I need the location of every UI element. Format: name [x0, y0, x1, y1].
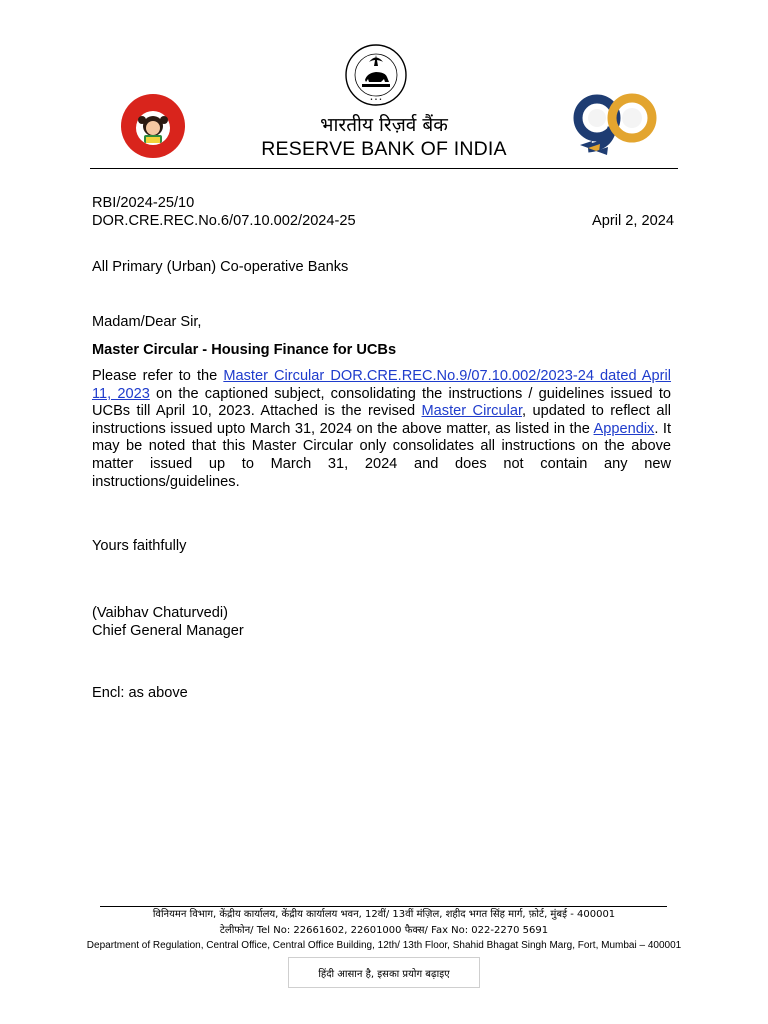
letter-date: April 2, 2024: [592, 213, 674, 229]
addressee: All Primary (Urban) Co-operative Banks: [92, 259, 349, 275]
subject-line: Master Circular - Housing Finance for UCBs: [92, 342, 397, 358]
revised-master-circular-link[interactable]: Master Circular: [421, 403, 523, 420]
reference-number: RBI/2024-25/10: [92, 195, 195, 211]
signatory-title: Chief General Manager: [92, 623, 244, 639]
enclosure-note: Encl: as above: [92, 685, 188, 701]
footer-phone: टेलीफोन/ Tel No: 22661602, 22601000 फैक्स/ Fax No: 022-2270 5691: [219, 925, 549, 936]
header-divider: [90, 168, 678, 169]
master-circular-2023-link[interactable]: Master Circular DOR.CRE.REC.No.9/07.10.002/2023-24 dated April 11, 2023: [92, 368, 672, 402]
body-text-4: . It may be noted that this Master Circular only consolidates all instructions on the above matter issued up to March 31, 2024 and does not contain any new instructions/guidelines.: [92, 420, 671, 490]
signatory-name: (Vaibhav Chaturvedi): [92, 605, 229, 621]
body-text-1: Please refer to the: [92, 368, 224, 384]
body-text-2: on the captioned subject, consolidating the instructions / guidelines issued to UCBs till April 10, 2023. Attached is the revised: [92, 385, 671, 420]
hindi-slogan: हिंदी आसान है, इसका प्रयोग बढ़ाइए: [288, 957, 480, 988]
svg-text:• • •: • • •: [369, 97, 383, 103]
rbi-seal-logo: [345, 44, 407, 106]
body-paragraph: [92, 368, 671, 491]
footer-address-hindi: विनियमन विभाग, केंद्रीय कार्यालय, केंद्रीय कार्यालय भवन, 12वीं/ 13वीं मंज़िल, शहीद भगत सिंह मार्ग, फ़ोर्ट, मुंबई - 400001: [152, 909, 616, 920]
footer-divider: [100, 906, 667, 907]
bank-name-hindi: भारतीय रिज़र्व बैंक: [320, 114, 448, 136]
salutation: Madam/Dear Sir,: [92, 314, 202, 330]
circular-number: DOR.CRE.REC.No.6/07.10.002/2024-25: [92, 213, 356, 229]
bank-name-english: RESERVE BANK OF INDIA: [261, 138, 507, 160]
body-text-3: , updated to reflect all instructions issued upto March 31, 2024 on the above matter, as listed in the: [92, 403, 672, 437]
closing: Yours faithfully: [92, 538, 187, 554]
footer-address-english: Department of Regulation, Central Office, Central Office Building, 12th/ 13th Floor, Shahid Bhagat Singh Marg, Fort, Mumbai – 400001: [86, 940, 682, 951]
appendix-link[interactable]: Appendix: [593, 420, 655, 437]
